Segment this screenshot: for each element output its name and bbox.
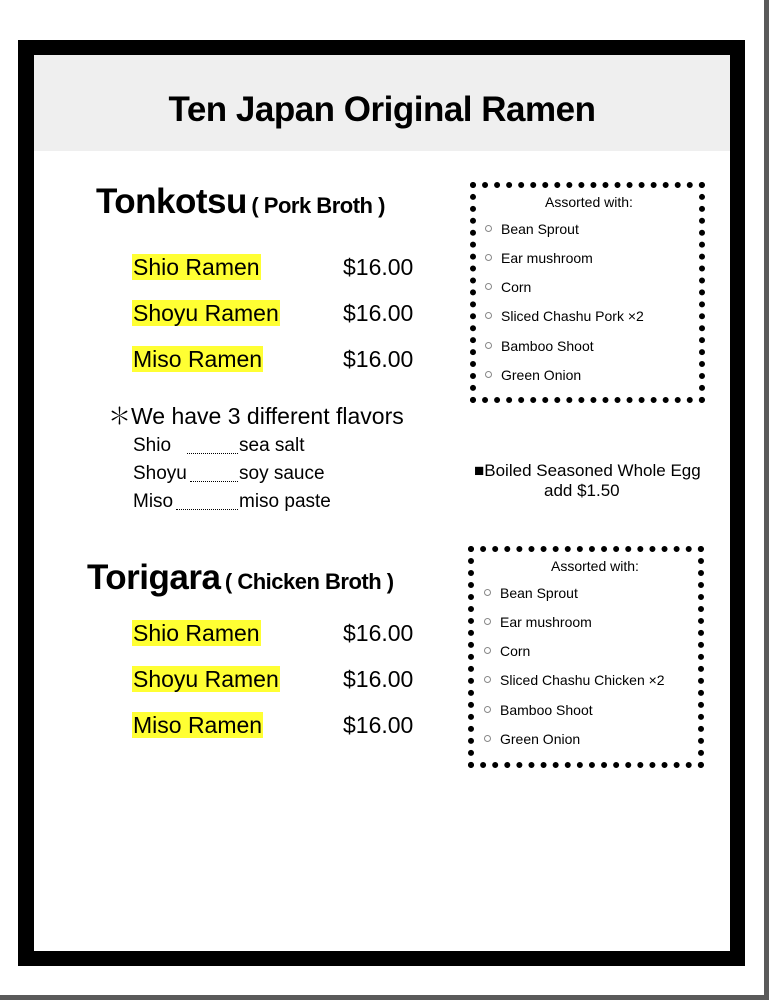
flavor-name-shio: Shio	[133, 435, 172, 456]
torigara-assorted-heading: Assorted with:	[551, 558, 639, 574]
leader-dots	[190, 481, 238, 482]
torigara-heading	[87, 558, 394, 598]
tonkotsu-price-shoyu: $16.00	[343, 300, 414, 326]
tonkotsu-broth: ( Pork Broth )	[251, 193, 385, 218]
bullet-icon	[485, 283, 492, 290]
flavor-meaning-shio: sea salt	[239, 435, 305, 456]
bullet-icon	[485, 342, 492, 349]
tonkotsu-topping: Bean Sprout	[485, 221, 579, 237]
torigara-item-shoyu	[132, 666, 280, 693]
flavor-meaning-miso: miso paste	[239, 491, 331, 512]
tonkotsu-price-miso: $16.00	[343, 346, 414, 372]
tonkotsu-topping: Corn	[485, 279, 531, 295]
item-name: Miso Ramen	[133, 712, 263, 738]
torigara-topping: Sliced Chashu Chicken ×2	[484, 672, 665, 688]
tonkotsu-item-miso	[132, 346, 263, 373]
tonkotsu-heading	[96, 182, 385, 222]
torigara-item-shio	[132, 620, 261, 647]
torigara-topping: Green Onion	[484, 731, 580, 747]
tonkotsu-item-shio	[132, 254, 261, 281]
item-name: Shoyu Ramen	[133, 300, 279, 326]
bullet-icon	[485, 225, 492, 232]
torigara-item-miso	[132, 712, 263, 739]
tonkotsu-price-shio: $16.00	[343, 254, 414, 280]
flavors-heading: ＊We have 3 different flavors	[108, 403, 404, 429]
torigara-topping: Bean Sprout	[484, 585, 578, 601]
tonkotsu-item-shoyu	[132, 300, 280, 327]
tonkotsu-topping: Ear mushroom	[485, 250, 593, 266]
menu-title: Ten Japan Original Ramen	[168, 90, 596, 129]
bullet-icon	[485, 371, 492, 378]
torigara-broth: ( Chicken Broth )	[224, 569, 394, 594]
item-name: Shoyu Ramen	[133, 666, 279, 692]
tonkotsu-topping: Sliced Chashu Pork ×2	[485, 308, 644, 324]
torigara-topping: Corn	[484, 643, 530, 659]
torigara-topping: Bamboo Shoot	[484, 702, 593, 718]
bullet-icon	[484, 706, 491, 713]
bullet-icon	[484, 647, 491, 654]
tonkotsu-assorted-heading: Assorted with:	[545, 194, 633, 210]
torigara-price-miso: $16.00	[343, 712, 414, 738]
tonkotsu-topping: Bamboo Shoot	[485, 338, 594, 354]
torigara-topping: Ear mushroom	[484, 614, 592, 630]
bullet-icon	[484, 676, 491, 683]
item-name: Shio Ramen	[133, 620, 260, 646]
torigara-price-shoyu: $16.00	[343, 666, 414, 692]
bullet-icon	[484, 618, 491, 625]
leader-dots	[176, 509, 238, 510]
flavor-name-shoyu: Shoyu	[133, 463, 187, 484]
flavor-name-miso: Miso	[133, 491, 174, 512]
torigara-price-shio: $16.00	[343, 620, 414, 646]
tonkotsu-topping: Green Onion	[485, 367, 581, 383]
bullet-icon	[484, 589, 491, 596]
bullet-icon	[485, 312, 492, 319]
egg-addon-price: add $1.50	[544, 481, 620, 500]
bullet-icon	[484, 735, 491, 742]
flavor-meaning-shoyu: soy sauce	[239, 463, 325, 484]
item-name: Miso Ramen	[133, 346, 263, 372]
torigara-name: Torigara	[87, 558, 221, 597]
bullet-icon	[485, 254, 492, 261]
leader-dots	[187, 453, 238, 454]
tonkotsu-name: Tonkotsu	[96, 182, 247, 221]
item-name: Shio Ramen	[133, 254, 260, 280]
egg-addon: ■Boiled Seasoned Whole Egg	[474, 461, 701, 480]
